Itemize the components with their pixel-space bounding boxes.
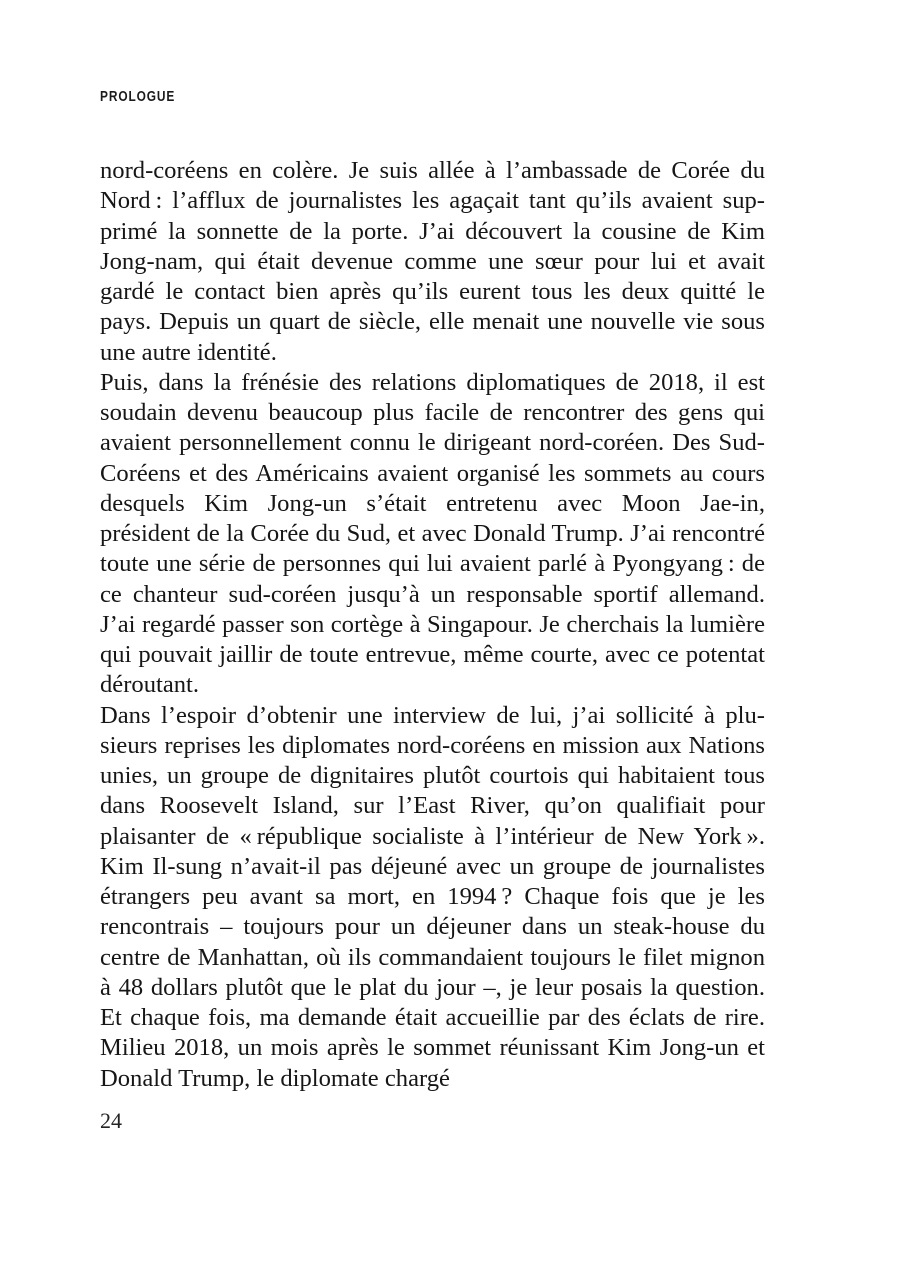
page-number: 24 [100, 1108, 122, 1133]
body-text [100, 156, 765, 1094]
paragraph: Puis, dans la frénésie des relations diplomatiques de 2018, il est soudain devenu beaucoup plus facile de rencontrer des gens qui avaient personnellement connu le dirigeant nord-coréen. Des Sud-Coréens et des Américains avaient organisé les sommets au cours desquels Kim Jong-un s’était entretenu avec Moon Jae-in, président de la Corée du Sud, et avec Donald Trump. J’ai rencontré toute une série de personnes qui lui avaient parlé à Pyongyang : de ce chanteur sud-coréen jusqu’à un responsable sportif allemand. J’ai regardé passer son cortège à Singapour. Je cherchais la lumière qui pouvait jaillir de toute entrevue, même courte, avec ce potentat déroutant. [100, 368, 765, 699]
paragraph: nord-coréens en colère. Je suis allée à l’ambassade de Corée du Nord : l’afflux de journalistes les agaçait tant qu’ils avaient supprimé la sonnette de la porte. J’ai découvert la cousine de Kim Jong-nam, qui était devenue comme une sœur pour lui et avait gardé le contact bien après qu’ils eurent tous les deux quitté le pays. Depuis un quart de siècle, elle menait une nouvelle vie sous une autre identité. [100, 157, 765, 366]
paragraph: Dans l’espoir d’obtenir une interview de lui, j’ai sollicité à plusieurs reprises les diplomates nord-coréens en mission aux Nations unies, un groupe de dignitaires plutôt courtois qui habitaient tous dans Roosevelt Island, sur l’East River, qu’on qualifiait pour plaisanter de « république socialiste à l’intérieur de New York ». Kim Il-sung n’avait-il pas déjeuné avec un groupe de journalistes étrangers peu avant sa mort, en 1994 ? Chaque fois que je les rencontrais – toujours pour un déjeuner dans un steak-house du centre de Manhattan, où ils commandaient toujours le filet mignon à 48 dollars plutôt que le plat du jour –, je leur posais la question. Et chaque fois, ma demande était accueillie par des éclats de rire. Milieu 2018, un mois après le sommet réunissant Kim Jong-un et Donald Trump, le diplomate chargé [100, 701, 765, 1092]
running-head: PROLOGUE [100, 89, 176, 105]
